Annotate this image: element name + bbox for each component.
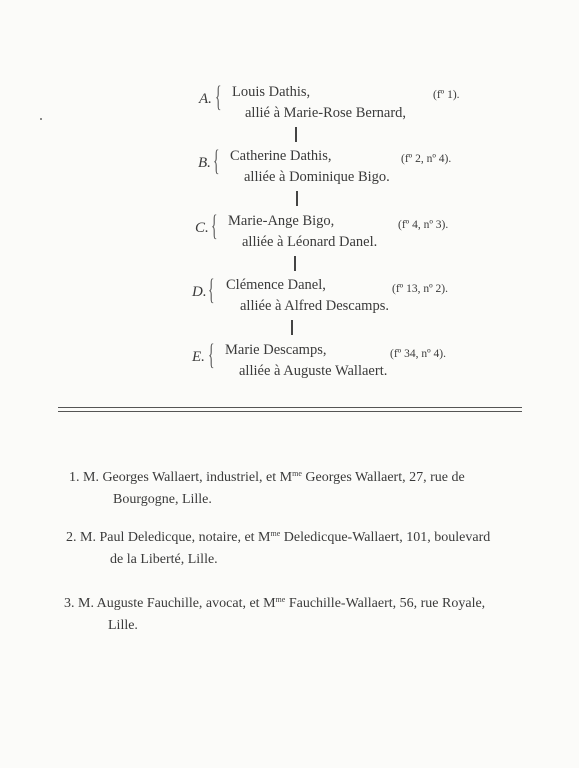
entry-alliance: alliée à Léonard Danel. bbox=[242, 234, 378, 250]
note-text-continued: Deledicque-Wallaert, 101, boulevard bbox=[280, 530, 491, 545]
genealogy-entry-d bbox=[0, 273, 579, 321]
entry-letter: D. bbox=[192, 284, 207, 300]
entry-letter: A. bbox=[199, 91, 212, 107]
genealogy-entry-c bbox=[0, 209, 579, 257]
entry-name: Clémence Danel, bbox=[226, 277, 326, 293]
brace-icon: { bbox=[215, 80, 222, 113]
note-line-2: de la Liberté, Lille. bbox=[110, 552, 218, 567]
note-text-continued: Georges Wallaert, 27, rue de bbox=[301, 470, 465, 485]
note-number: 3. bbox=[64, 596, 75, 611]
entry-letter: C. bbox=[195, 220, 209, 236]
entry-name: Marie Descamps, bbox=[225, 342, 327, 358]
note-text: M. Paul Deledicque, notaire, et M bbox=[80, 530, 271, 545]
note-1 bbox=[69, 463, 465, 511]
lineage-connector bbox=[295, 127, 297, 142]
entry-reference: (fº 4, nº 3). bbox=[398, 219, 449, 231]
entry-alliance: alliée à Dominique Bigo. bbox=[244, 169, 390, 185]
note-2 bbox=[66, 523, 490, 571]
note-superscript: me bbox=[275, 595, 286, 604]
genealogy-entry-e bbox=[0, 338, 579, 386]
note-text-continued: Fauchille-Wallaert, 56, rue Royale, bbox=[285, 596, 486, 611]
note-line-2: Bourgogne, Lille. bbox=[113, 492, 212, 507]
brace-icon: { bbox=[211, 209, 218, 242]
lineage-connector bbox=[291, 320, 293, 335]
note-superscript: me bbox=[270, 529, 281, 538]
note-number: 2. bbox=[66, 530, 77, 545]
entry-alliance: allié à Marie-Rose Bernard, bbox=[245, 105, 407, 121]
genealogy-entry-b bbox=[0, 144, 579, 192]
brace-icon: { bbox=[208, 273, 215, 306]
genealogy-entry-a bbox=[0, 80, 579, 128]
note-text: M. Auguste Fauchille, avocat, et M bbox=[78, 596, 276, 611]
lineage-connector bbox=[294, 256, 296, 271]
entry-reference: (fº 13, nº 2). bbox=[392, 283, 448, 295]
entry-name: Louis Dathis, bbox=[232, 84, 311, 100]
double-rule-bottom bbox=[58, 411, 522, 412]
brace-icon: { bbox=[213, 144, 220, 177]
entry-reference: (fº 2, nº 4). bbox=[401, 153, 452, 165]
entry-name: Marie-Ange Bigo, bbox=[228, 213, 335, 229]
double-rule-top bbox=[58, 407, 522, 408]
note-text: M. Georges Wallaert, industriel, et M bbox=[83, 470, 293, 485]
entry-reference: (fº 1). bbox=[433, 89, 460, 101]
note-3 bbox=[64, 589, 485, 637]
note-superscript: me bbox=[292, 469, 302, 478]
brace-icon: { bbox=[208, 338, 215, 371]
entry-alliance: alliée à Alfred Descamps. bbox=[240, 298, 389, 314]
entry-alliance: alliée à Auguste Wallaert. bbox=[239, 363, 388, 379]
entry-letter: B. bbox=[198, 155, 211, 171]
entry-reference: (fº 34, nº 4). bbox=[390, 348, 446, 360]
note-number: 1. bbox=[69, 470, 80, 485]
lineage-connector bbox=[296, 191, 298, 206]
note-line-2: Lille. bbox=[108, 618, 138, 633]
entry-letter: E. bbox=[192, 349, 205, 365]
entry-name: Catherine Dathis, bbox=[230, 148, 332, 164]
